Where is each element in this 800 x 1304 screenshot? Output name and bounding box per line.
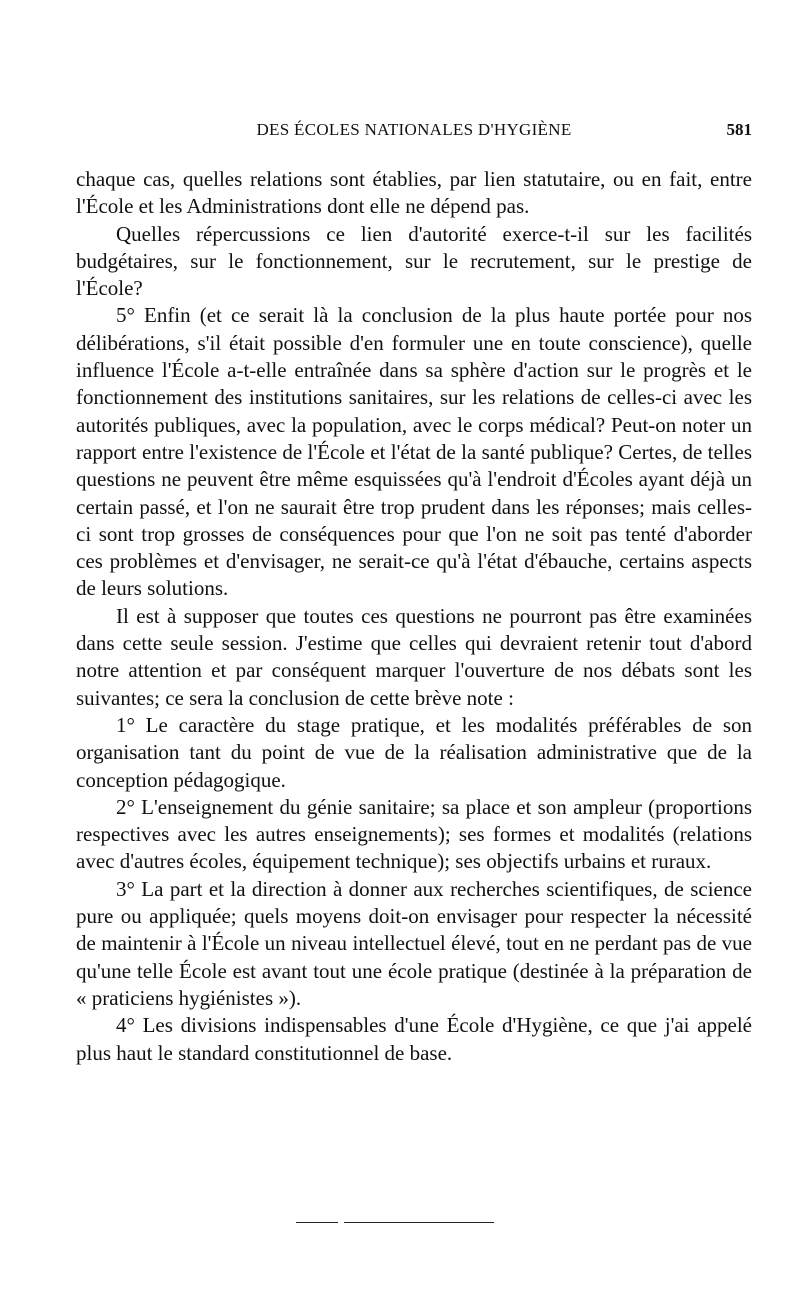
body-text — [76, 166, 752, 1067]
paragraph-repercussions: Quelles répercussions ce lien d'autorité exerce-t-il sur les facilités budgétaires, sur le fonctionnement, sur le recrutement, sur le prestige de l'École? — [76, 221, 752, 301]
paragraph-continuation: chaque cas, quelles relations sont établies, par lien statutaire, ou en fait, entre l'École et les Administrations dont elle ne dépend pas. — [76, 167, 752, 219]
paragraph-item-2: 2° L'enseignement du génie sanitaire; sa place et son ampleur (proportions respectives avec les autres enseignements); ses formes et modalités (relations avec d'autres écoles, équipement technique); ses objectifs urbains et ruraux. — [76, 794, 752, 874]
paragraph-item-3: 3° La part et la direction à donner aux recherches scientifiques, de science pure ou appliquée; quels moyens doit-on envisager pour respecter la nécessité de maintenir à l'École un niveau intellectuel élevé, tout en ne perdant pas de vue qu'une telle École est avant tout une école pratique (destinée à la préparation de « praticiens hygiénistes »). — [76, 876, 752, 1010]
paragraph-item-1: 1° Le caractère du stage pratique, et les modalités préférables de son organisation tant du point de vue de la réalisation administrative que de la conception pédagogique. — [76, 712, 752, 792]
closing-rule-short — [296, 1222, 338, 1223]
running-title: DES ÉCOLES NATIONALES D'HYGIÈNE — [256, 120, 572, 139]
paragraph-item-4: 4° Les divisions indispensables d'une École d'Hygiène, ce que j'ai appelé plus haut le standard constitutionnel de base. — [76, 1013, 752, 1065]
paragraph-questions: Il est à supposer que toutes ces questions ne pourront pas être examinées dans cette seule session. J'estime que celles qui devraient retenir tout d'abord notre attention et par conséquent marquer l'ouverture de nos débats sont les suivantes; ce sera la conclusion de cette brève note : — [76, 603, 752, 710]
running-head — [76, 120, 752, 146]
paragraph-point-5: 5° Enfin (et ce serait là la conclusion de la plus haute portée pour nos délibérations, s'il était possible d'en formuler une en toute conscience), quelle influence l'École a-t-elle entraînée dans sa sphère d'action sur le progrès et le fonctionnement des institutions sanitaires, sur les relations de celles-ci avec les autorités publiques, avec la population, avec le corps médical? Peut-on noter un rapport entre l'existence de l'École et l'état de la santé publique? Certes, de telles questions ne peuvent être même esquissées qu'à l'endroit d'Écoles ayant déjà un certain passé, et l'on ne saurait être trop prudent dans les réponses; mais celles-ci sont trop grosses de conséquences pour que l'on ne soit pas tenté d'aborder ces problèmes et d'envisager, ne serait-ce qu'à l'état d'ébauche, certains aspects de leurs solutions. — [76, 303, 752, 601]
page-number: 581 — [726, 120, 752, 139]
closing-rule-long — [344, 1222, 494, 1223]
